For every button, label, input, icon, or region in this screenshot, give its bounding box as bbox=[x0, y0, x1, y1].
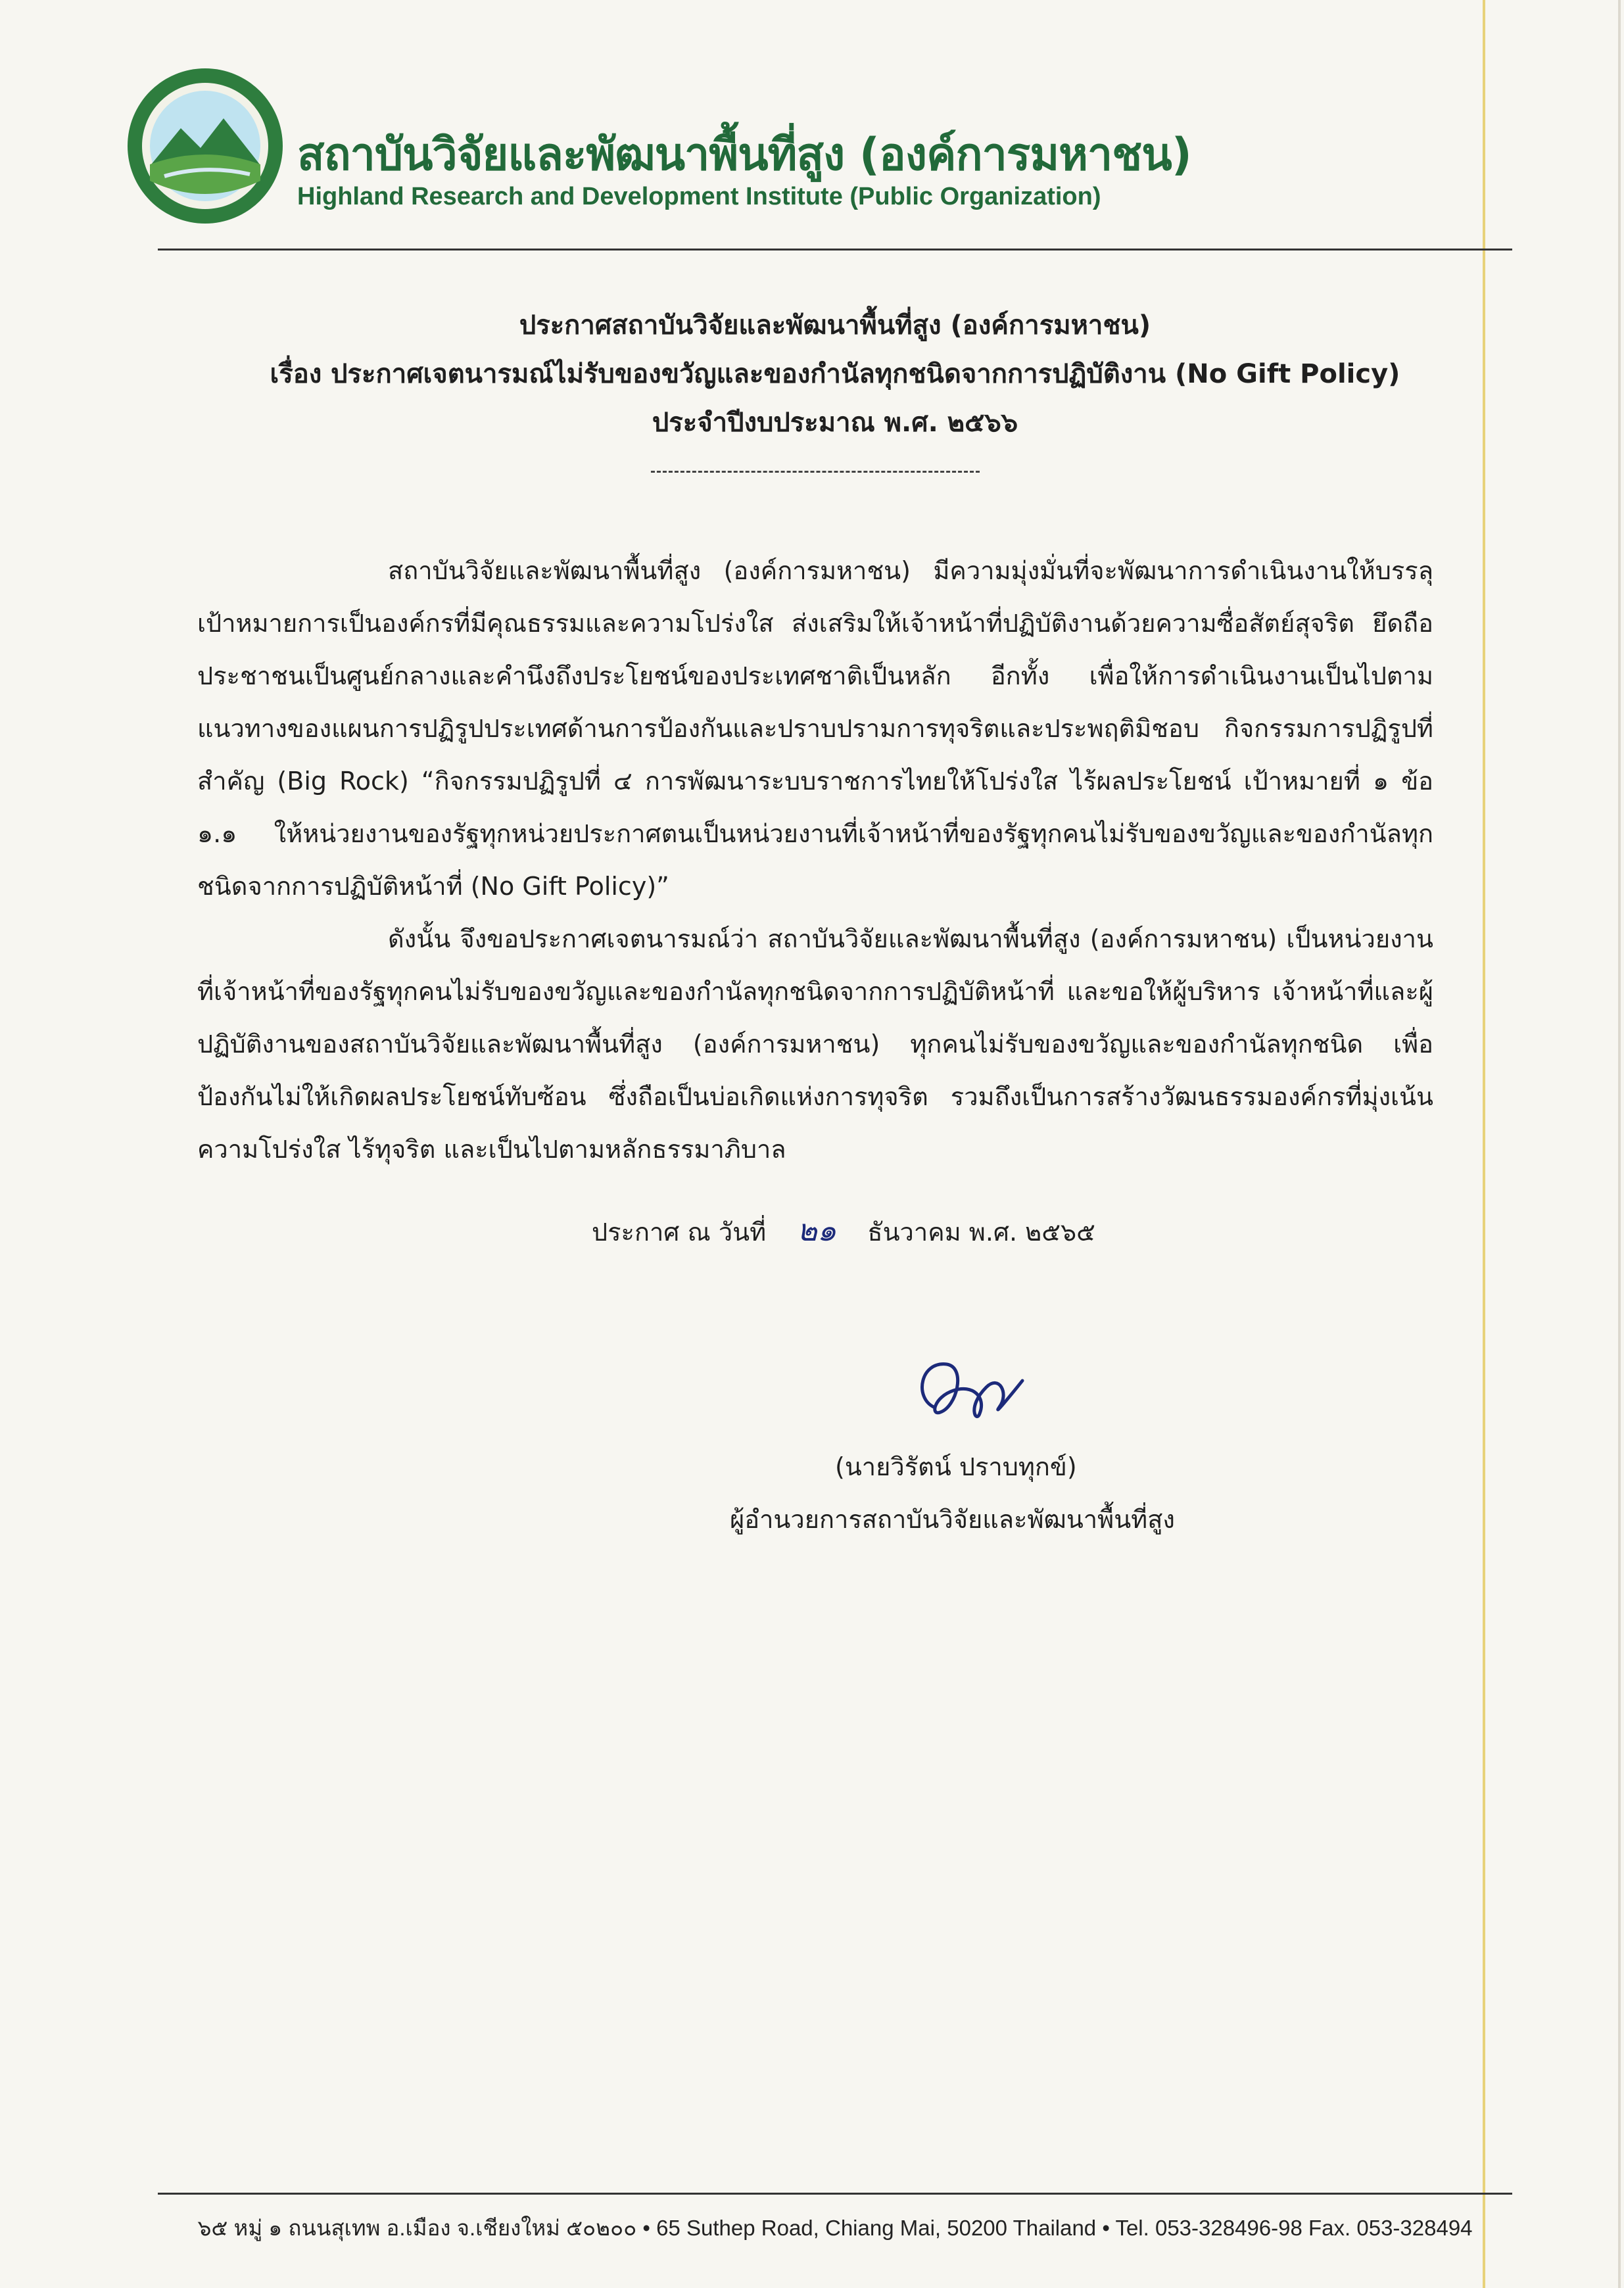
fiscal-year: ประจำปีงบประมาณ พ.ศ. ๒๕๖๖ bbox=[652, 408, 1018, 438]
page-edge-shadow bbox=[1618, 0, 1621, 2288]
institute-logo bbox=[125, 66, 285, 226]
announcement-title: ประกาศสถาบันวิจัยและพัฒนาพื้นที่สูง (องค์การมหาชน) bbox=[519, 310, 1151, 341]
header-divider bbox=[158, 249, 1512, 250]
handwritten-signature bbox=[894, 1335, 1091, 1440]
body-paragraph-1: สถาบันวิจัยและพัฒนาพื้นที่สูง (องค์การมหาชน) มีความมุ่งมั่นที่จะพัฒนาการดำเนินงานให้บรรลุเป้าหมายการเป็นองค์กรที่มีคุณธรรมและความโปร่งใส ส่งเสริมให้เจ้าหน้าที่ปฏิบัติงานด้วยความซื่อสัตย์สุจริต ยึดถือประชาชนเป็นศูนย์กลางและคำนึงถึงประโยชน์ของประเทศชาติเป็นหลัก อีกทั้ง เพื่อให้การดำเนินงานเป็นไปตามแนวทางของแผนการปฏิรูปประเทศด้านการป้องกันและปราบปรามการทุจริตและประพฤติมิชอบ กิจกรรมการปฏิรูปที่สำคัญ (Big Rock) “กิจกรรมปฏิรูปที่ ๔ การพัฒนาระบบราชการไทยให้โปร่งใส ไร้ผลประโยชน์ เป้าหมายที่ ๑ ข้อ ๑.๑ ให้หน่วยงานของรัฐทุกหน่วยประกาศตนเป็นหน่วยงานที่เจ้าหน้าที่ของรัฐทุกคนไม่รับของขวัญและของกำนัลทุกชนิดจากการปฏิบัติหน้าที่ (No Gift Policy)” bbox=[197, 556, 1433, 901]
title-separator bbox=[651, 471, 980, 473]
date-day-handwritten: ๒๑ bbox=[797, 1212, 837, 1248]
signatory-name: (นายวิรัตน์ ปราบทุกข์) bbox=[835, 1452, 1077, 1481]
signatory-position: ผู้อำนวยการสถาบันวิจัยและพัฒนาพื้นที่สูง bbox=[730, 1505, 1175, 1534]
date-prefix: ประกาศ ณ วันที่ bbox=[592, 1218, 767, 1247]
footer-divider bbox=[158, 2193, 1512, 2195]
announcement-subject: เรื่อง ประกาศเจตนารมณ์ไม่รับของขวัญและของกำนัลทุกชนิดจากการปฏิบัติงาน (No Gift Policy) bbox=[270, 359, 1400, 389]
org-name-english: Highland Research and Development Institute (Public Organization) bbox=[297, 183, 1101, 210]
org-name-thai: สถาบันวิจัยและพัฒนาพื้นที่สูง (องค์การมหาชน) bbox=[297, 129, 1191, 181]
date-month-year: ธันวาคม พ.ศ. ๒๕๖๕ bbox=[867, 1218, 1095, 1247]
footer-address: ๖๕ หมู่ ๑ ถนนสุเทพ อ.เมือง จ.เชียงใหม่ ๕๐๒๐๐ • 65 Suthep Road, Chiang Mai, 50200 Thailand • Tel. 053-328496-98 Fax. 053-328494 bbox=[197, 2216, 1473, 2240]
body-paragraph-2: ดังนั้น จึงขอประกาศเจตนารมณ์ว่า สถาบันวิจัยและพัฒนาพื้นที่สูง (องค์การมหาชน) เป็นหน่วยงานที่เจ้าหน้าที่ของรัฐทุกคนไม่รับของขวัญและของกำนัลทุกชนิดจากการปฏิบัติหน้าที่ และขอให้ผู้บริหาร เจ้าหน้าที่และผู้ปฏิบัติงานของสถาบันวิจัยและพัฒนาพื้นที่สูง (องค์การมหาชน) ทุกคนไม่รับของขวัญและของกำนัลทุกชนิด เพื่อป้องกันไม่ให้เกิดผลประโยชน์ทับซ้อน ซึ่งถือเป็นบ่อเกิดแห่งการทุจริต รวมถึงเป็นการสร้างวัฒนธรรมองค์กรที่มุ่งเน้นความโปร่งใส ไร้ทุจริต และเป็นไปตามหลักธรรมาภิบาล bbox=[197, 924, 1433, 1164]
announcement-date bbox=[592, 1206, 1249, 1254]
